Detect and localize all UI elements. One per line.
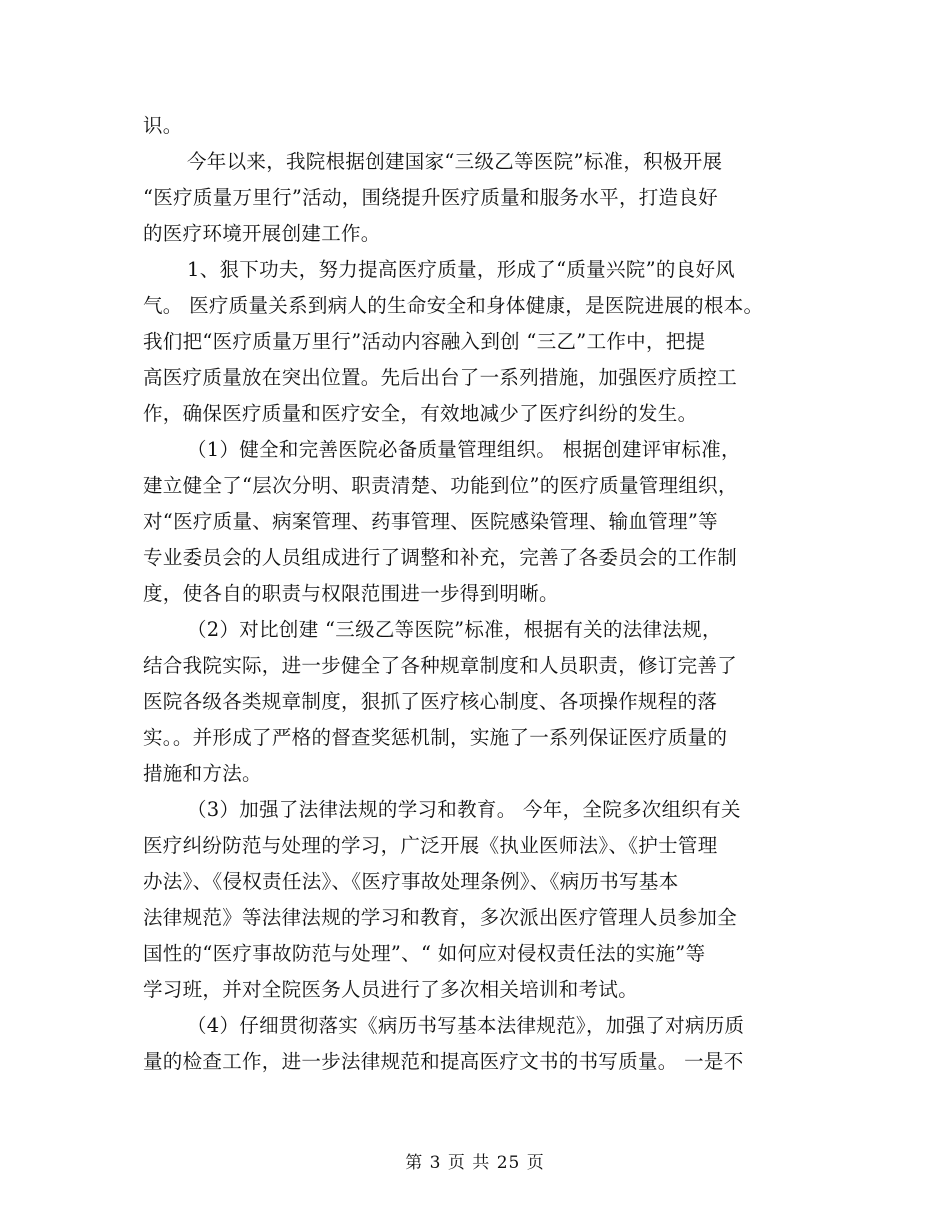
text-line: “医疗质量万里行”活动，围绕提升医疗质量和服务水平，打造良好 <box>143 186 718 209</box>
text-line: 作，确保医疗质量和医疗安全，有效地减少了医疗纠纷的发生。 <box>143 402 698 425</box>
text-line: （1）健全和完善医院必备质量管理组织。 根据创建评审标准， <box>187 438 741 461</box>
text-line: 今年以来，我院根据创建国家“三级乙等医院”标准，积极开展 <box>187 150 723 173</box>
text-line: （2）对比创建 “三级乙等医院”标准，根据有关的法律法规， <box>187 618 722 641</box>
text-line: 结合我院实际，进一步健全了各种规章制度和人员职责，修订完善了 <box>143 654 738 677</box>
text-line: 度，使各自的职责与权限范围进一步得到明晰。 <box>143 582 559 605</box>
text-line: 量的检查工作，进一步法律规范和提高医疗文书的书写质量。 一是不 <box>143 1050 744 1073</box>
text-line: 我们把“医疗质量万里行”活动内容融入到创 “三乙”工作中，把提 <box>143 330 706 353</box>
text-line: 国性的“医疗事故防范与处理”、“ 如何应对侵权责任法的实施”等 <box>143 942 706 965</box>
text-line: 学习班，并对全院医务人员进行了多次相关培训和考试。 <box>143 978 639 1001</box>
text-line: 的医疗环境开展创建工作。 <box>143 222 381 245</box>
text-line: 实。。并形成了严格的督查奖惩机制，实施了一系列保证医疗质量的 <box>143 726 728 749</box>
text-line: 法律规范》等法律法规的学习和教育，多次派出医疗管理人员参加全 <box>143 906 738 929</box>
text-line: （3）加强了法律法规的学习和教育。 今年，全院多次组织有关 <box>187 798 741 821</box>
text-line: 措施和方法。 <box>143 762 262 785</box>
text-line: 1、狠下功夫，努力提高医疗质量，形成了“质量兴院”的良好风 <box>187 258 736 281</box>
page-number-footer: 第 3 页 共 25 页 <box>405 1153 545 1173</box>
text-line: 建立健全了“层次分明、职责清楚、功能到位”的医疗质量管理组织， <box>143 474 738 497</box>
text-line: 高医疗质量放在突出位置。先后出台了一系列措施，加强医疗质控工 <box>143 366 738 389</box>
text-line: 专业委员会的人员组成进行了调整和补充，完善了各委员会的工作制 <box>143 546 738 569</box>
text-line: 医疗纠纷防范与处理的学习，广泛开展《执业医师法》、《护士管理 <box>143 834 718 857</box>
text-line: 办法》、《侵权责任法》、《医疗事故处理条例》、《病历书写基本 <box>143 870 679 893</box>
text-line: 医院各级各类规章制度，狠抓了医疗核心制度、各项操作规程的落 <box>143 690 718 713</box>
text-line: 对“医疗质量、病案管理、药事管理、医院感染管理、输血管理”等 <box>143 510 718 533</box>
text-line: 识。 <box>143 114 183 137</box>
text-line: 气。 医疗质量关系到病人的生命安全和身体健康，是医院进展的根本。 <box>143 294 764 317</box>
text-line: （4）仔细贯彻落实《病历书写基本法律规范》，加强了对病历质 <box>187 1014 745 1037</box>
